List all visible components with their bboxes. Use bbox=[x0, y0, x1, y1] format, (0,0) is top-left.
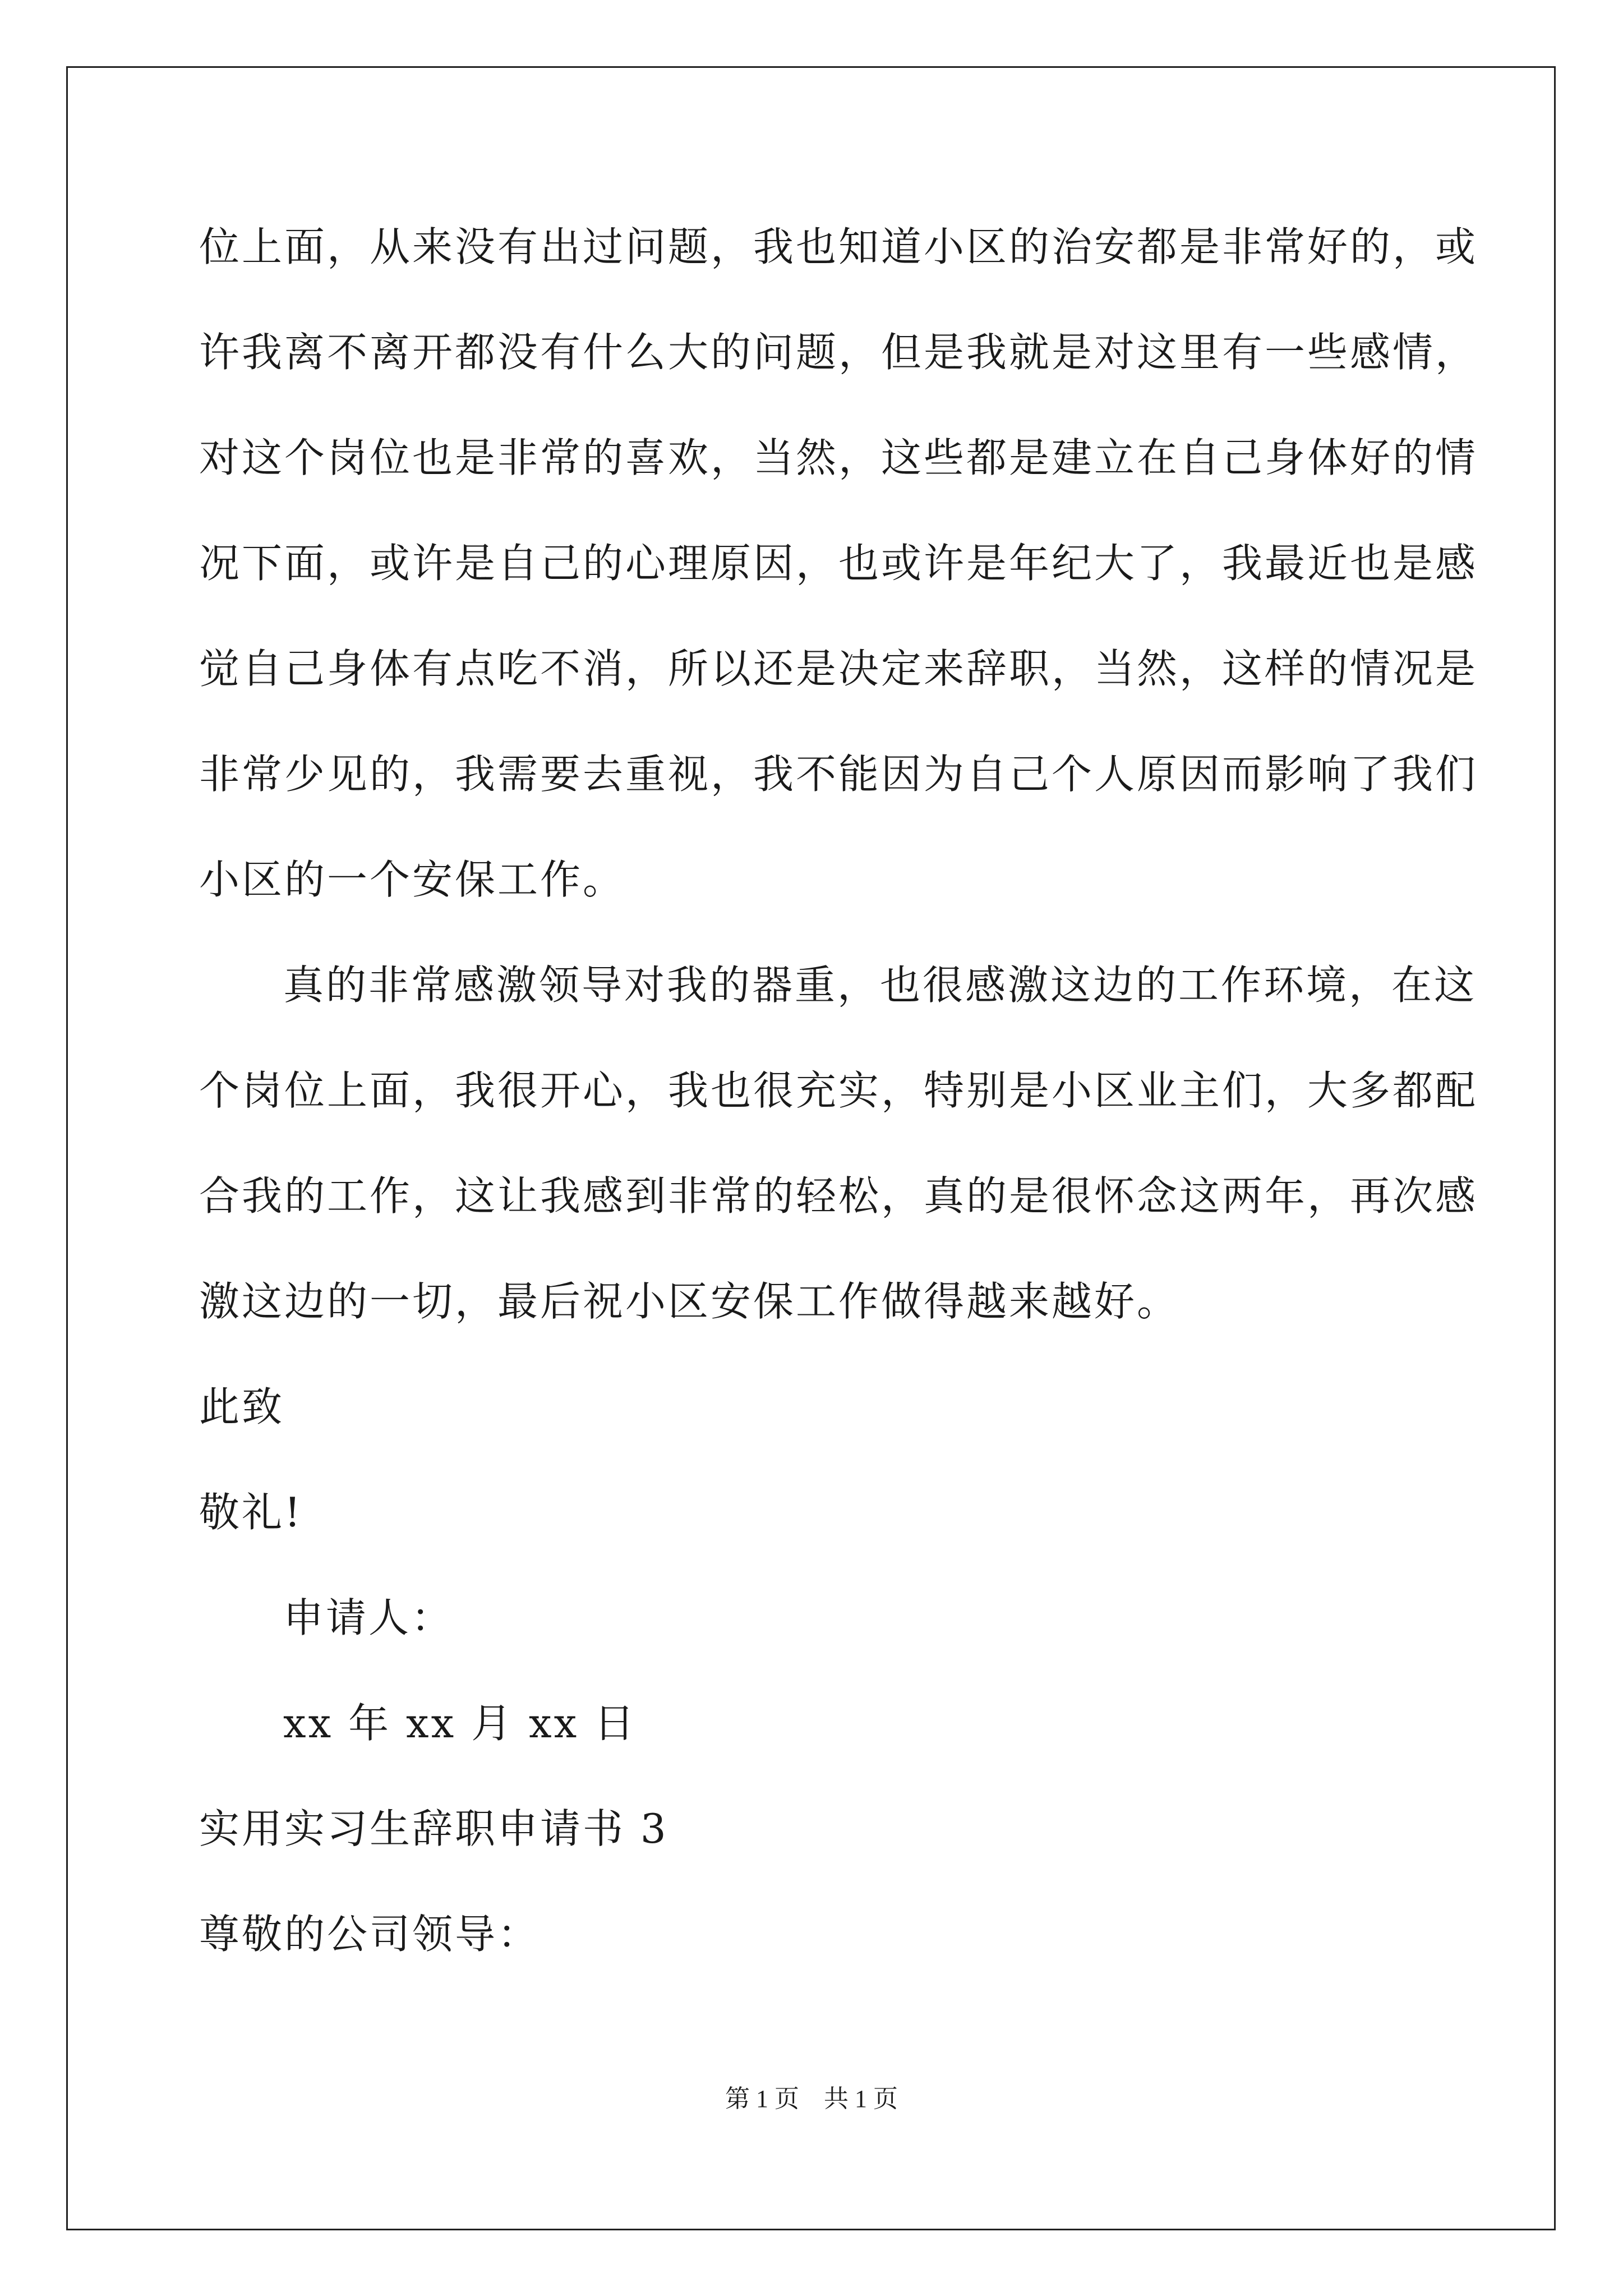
page-footer: 第 1 页 共 1 页 bbox=[725, 2085, 898, 2113]
paragraph-2-line-3: 合我的工作，这让我感到非常的轻松，真的是很怀念这两年，再次感 bbox=[199, 1172, 1478, 1220]
signature-date: xx 年 xx 月 xx 日 bbox=[283, 1700, 637, 1747]
signature-applicant: 申请人： bbox=[283, 1594, 454, 1641]
paragraph-1-line-7: 小区的一个安保工作。 bbox=[199, 856, 626, 903]
paragraph-1-line-6: 非常少见的，我需要去重视，我不能因为自己个人原因而影响了我们 bbox=[199, 751, 1478, 798]
paragraph-1-line-5: 觉自己身体有点吃不消，所以还是决定来辞职，当然，这样的情况是 bbox=[199, 645, 1478, 692]
paragraph-1-line-2: 许我离不离开都没有什么大的问题，但是我就是对这里有一些感情， bbox=[199, 329, 1478, 376]
paragraph-1-line-3: 对这个岗位也是非常的喜欢，当然，这些都是建立在自己身体好的情 bbox=[199, 434, 1478, 481]
section-title: 实用实习生辞职申请书 3 bbox=[199, 1805, 668, 1852]
paragraph-2-line-1: 真的非常感激领导对我的器重，也很感激这边的工作环境，在这 bbox=[283, 961, 1477, 1009]
closing-salutation: 此致 bbox=[199, 1383, 285, 1430]
paragraph-1-line-4: 况下面，或许是自己的心理原因，也或许是年纪大了，我最近也是感 bbox=[199, 540, 1478, 587]
document-body bbox=[199, 213, 1478, 2006]
closing-regards: 敬礼! bbox=[199, 1489, 303, 1536]
paragraph-2-line-4: 激这边的一切，最后祝小区安保工作做得越来越好。 bbox=[199, 1278, 1180, 1325]
paragraph-1-line-1: 位上面，从来没有出过问题，我也知道小区的治安都是非常好的，或 bbox=[199, 223, 1478, 270]
paragraph-2-line-2: 个岗位上面，我很开心，我也很充实，特别是小区业主们，大多都配 bbox=[199, 1067, 1478, 1114]
section-greeting: 尊敬的公司领导： bbox=[199, 1911, 541, 1958]
